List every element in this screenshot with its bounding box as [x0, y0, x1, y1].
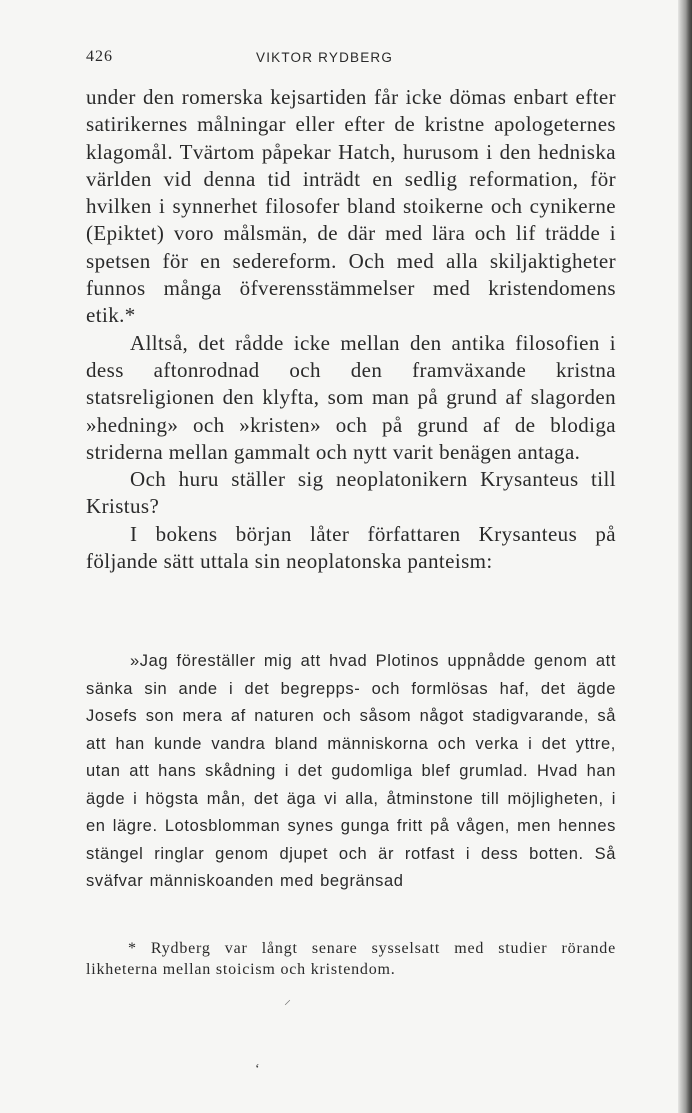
paragraph-4: I bokens början låter författaren Krysanteus på följande sätt uttala sin neoplatonska panteism:	[86, 521, 616, 574]
footnote-text: * Rydberg var långt senare sysselsatt med studier rörande likheterna mellan stoicism och kristendom.	[86, 940, 616, 978]
scan-speck: ʻ	[255, 1062, 260, 1077]
block-quote	[86, 648, 616, 896]
page-number: 426	[86, 48, 113, 65]
main-text	[86, 84, 616, 575]
scan-speck: ⸝	[284, 993, 291, 1008]
footnote	[86, 938, 616, 980]
quote-text: »Jag föreställer mig att hvad Plotinos uppnådde genom att sänka sin ande i det begrepps- och formlösas haf, det ägde Josefs son mera af naturen och såsom något stadigvarande, så att han kunde vandra bland människorna och verka i det yttre, utan att hans skådning i det gudomliga blef grumlad. Hvad han ägde i högsta mån, det äga vi alla, åtminstone till möjligheten, i en lägre. Lotosblomman synes gunga fritt på vågen, men hennes stängel ringlar genom djupet och är rotfast i dess botten. Så sväfvar människoanden med begränsad	[86, 652, 616, 890]
paragraph-2: Alltså, det rådde icke mellan den antika filosofien i dess aftonrodnad och den framväxande kristna statsreligionen den klyfta, som man på grund af slagorden »hedning» och »kristen» och på grund af de blodiga striderna mellan gammalt och nytt varit benägen antaga.	[86, 330, 616, 464]
paragraph-3: Och huru ställer sig neoplatonikern Krysanteus till Kristus?	[86, 467, 616, 519]
paragraph-1: under den romerska kejsartiden får icke dömas enbart efter satirikernes målningar eller efter de kristne apologeternes klagomål. Tvärtom påpekar Hatch, hurusom i den hedniska världen vid denna tid inträdt en sedlig reformation, för hvilken i synnerhet filosofer bland stoikerne och cynikerne (Epiktet) voro målsmän, de där med lära och lif trädde i spetsen för en sedereform. Och med alla skiljaktigheter funnos många öfverensstämmelser med kristendomens etik.*	[86, 85, 616, 328]
page-edge-shadow	[678, 0, 692, 1113]
running-head: VIKTOR RYDBERG	[256, 50, 394, 65]
page-header	[86, 48, 616, 72]
